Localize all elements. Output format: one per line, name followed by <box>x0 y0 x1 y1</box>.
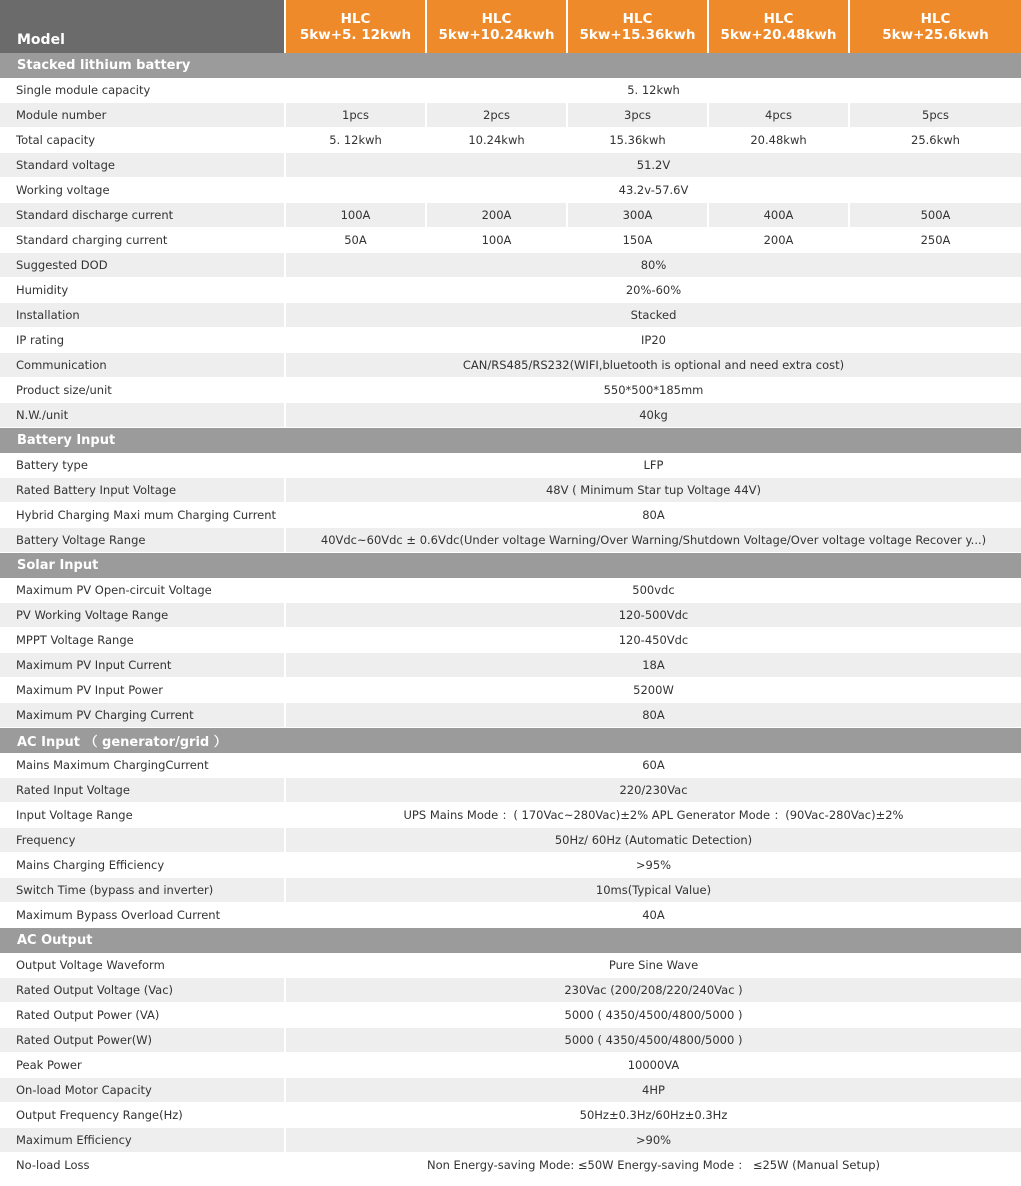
spec-value: LFP <box>286 453 1021 478</box>
spec-row <box>0 828 1021 853</box>
section-title: AC Output <box>0 928 1021 953</box>
spec-value: Non Energy-saving Mode: ≤50W Energy-saving Mode ： ≤25W (Manual Setup) <box>286 1153 1021 1178</box>
spec-row <box>0 1078 1021 1103</box>
model-series: HLC <box>763 10 794 27</box>
spec-row <box>0 228 1021 253</box>
spec-label: Standard discharge current <box>0 203 286 228</box>
section-header-row <box>0 928 1021 953</box>
spec-row <box>0 1053 1021 1078</box>
spec-label: Standard voltage <box>0 153 286 178</box>
spec-label: Frequency <box>0 828 286 853</box>
spec-value: 80A <box>286 503 1021 528</box>
spec-value: Pure Sine Wave <box>286 953 1021 978</box>
model-column-header <box>427 0 568 53</box>
spec-label: Peak Power <box>0 1053 286 1078</box>
spec-value: 500vdc <box>286 578 1021 603</box>
spec-row <box>0 178 1021 203</box>
spec-label: Switch Time (bypass and inverter) <box>0 878 286 903</box>
spec-value: 550*500*185mm <box>286 378 1021 403</box>
spec-label: Maximum Bypass Overload Current <box>0 903 286 928</box>
spec-label: Rated Battery Input Voltage <box>0 478 286 503</box>
spec-value: 80A <box>286 703 1021 728</box>
model-series: HLC <box>920 10 951 27</box>
spec-row <box>0 78 1021 103</box>
spec-label: Product size/unit <box>0 378 286 403</box>
spec-row <box>0 478 1021 503</box>
spec-label: Output Frequency Range(Hz) <box>0 1103 286 1128</box>
spec-value: 40kg <box>286 403 1021 428</box>
spec-row <box>0 853 1021 878</box>
spec-label: Output Voltage Waveform <box>0 953 286 978</box>
spec-value: 40Vdc~60Vdc ± 0.6Vdc(Under voltage Warning/Over Warning/Shutdown Voltage/Over voltage voltage Recover y...) <box>286 528 1021 553</box>
spec-value: 10ms(Typical Value) <box>286 878 1021 903</box>
spec-value: 120-500Vdc <box>286 603 1021 628</box>
spec-value: 51.2V <box>286 153 1021 178</box>
spec-value: 50Hz±0.3Hz/60Hz±0.3Hz <box>286 1103 1021 1128</box>
spec-value: 5000 ( 4350/4500/4800/5000 ) <box>286 1003 1021 1028</box>
spec-value: 10.24kwh <box>427 128 568 153</box>
section-header-row <box>0 553 1021 578</box>
section-header-row <box>0 728 1021 753</box>
spec-label: Installation <box>0 303 286 328</box>
spec-value: IP20 <box>286 328 1021 353</box>
spec-value: 2pcs <box>427 103 568 128</box>
spec-row <box>0 653 1021 678</box>
spec-label: Maximum PV Open-circuit Voltage <box>0 578 286 603</box>
spec-value: 40A <box>286 903 1021 928</box>
spec-value: 200A <box>427 203 568 228</box>
spec-value: 80% <box>286 253 1021 278</box>
spec-value: 100A <box>427 228 568 253</box>
spec-label: N.W./unit <box>0 403 286 428</box>
spec-value: 4pcs <box>709 103 850 128</box>
spec-row <box>0 353 1021 378</box>
spec-label: No-load Loss <box>0 1153 286 1178</box>
section-header-row <box>0 428 1021 453</box>
spec-row <box>0 503 1021 528</box>
spec-label: Rated Output Power(W) <box>0 1028 286 1053</box>
spec-value: 18A <box>286 653 1021 678</box>
model-config: 5kw+15.36kwh <box>579 26 696 43</box>
spec-label: Total capacity <box>0 128 286 153</box>
spec-label: Battery Voltage Range <box>0 528 286 553</box>
spec-label: Working voltage <box>0 178 286 203</box>
spec-row <box>0 153 1021 178</box>
spec-row <box>0 1103 1021 1128</box>
model-header-row <box>0 0 1021 53</box>
spec-label: Maximum PV Charging Current <box>0 703 286 728</box>
spec-value: CAN/RS485/RS232(WIFI,bluetooth is optional and need extra cost) <box>286 353 1021 378</box>
spec-label: PV Working Voltage Range <box>0 603 286 628</box>
spec-value: 25.6kwh <box>850 128 1021 153</box>
model-column-header <box>286 0 427 53</box>
spec-label: Battery type <box>0 453 286 478</box>
spec-value: 20%-60% <box>286 278 1021 303</box>
spec-value: >90% <box>286 1128 1021 1153</box>
spec-value: 5pcs <box>850 103 1021 128</box>
spec-label: Mains Charging Efficiency <box>0 853 286 878</box>
spec-value: 15.36kwh <box>568 128 709 153</box>
spec-row <box>0 453 1021 478</box>
spec-row <box>0 253 1021 278</box>
spec-row <box>0 628 1021 653</box>
section-title: Battery Input <box>0 428 1021 453</box>
model-config: 5kw+5. 12kwh <box>299 26 412 43</box>
spec-row <box>0 128 1021 153</box>
model-config: 5kw+25.6kwh <box>882 26 989 43</box>
spec-value: 4HP <box>286 1078 1021 1103</box>
spec-value: UPS Mains Mode ：( 170Vac~280Vac)±2% APL Generator Mode ：(90Vac-280Vac)±2% <box>286 803 1021 828</box>
spec-row <box>0 1028 1021 1053</box>
spec-value: 48V ( Minimum Star tup Voltage 44V) <box>286 478 1021 503</box>
spec-value: 20.48kwh <box>709 128 850 153</box>
spec-row <box>0 603 1021 628</box>
model-series: HLC <box>340 10 371 27</box>
spec-value: 200A <box>709 228 850 253</box>
spec-label: Standard charging current <box>0 228 286 253</box>
spec-value: 3pcs <box>568 103 709 128</box>
spec-value: 50A <box>286 228 427 253</box>
model-series: HLC <box>481 10 512 27</box>
spec-value: 50Hz/ 60Hz (Automatic Detection) <box>286 828 1021 853</box>
spec-value: >95% <box>286 853 1021 878</box>
spec-row <box>0 678 1021 703</box>
spec-label: Rated Input Voltage <box>0 778 286 803</box>
spec-value: 5200W <box>286 678 1021 703</box>
spec-value: 10000VA <box>286 1053 1021 1078</box>
model-config: 5kw+10.24kwh <box>438 26 555 43</box>
spec-label: IP rating <box>0 328 286 353</box>
section-title: Solar Input <box>0 553 1021 578</box>
spec-value: 5. 12kwh <box>286 78 1021 103</box>
spec-value: 43.2v-57.6V <box>286 178 1021 203</box>
spec-value: 220/230Vac <box>286 778 1021 803</box>
spec-value: 120-450Vdc <box>286 628 1021 653</box>
section-header-row <box>0 53 1021 78</box>
model-column-header <box>709 0 850 53</box>
spec-label: Hybrid Charging Maxi mum Charging Current <box>0 503 286 528</box>
spec-label: On-load Motor Capacity <box>0 1078 286 1103</box>
model-column-header <box>850 0 1021 53</box>
spec-row <box>0 1003 1021 1028</box>
spec-row <box>0 103 1021 128</box>
spec-row <box>0 1153 1021 1178</box>
model-column-header <box>568 0 709 53</box>
spec-value: 1pcs <box>286 103 427 128</box>
spec-row <box>0 403 1021 428</box>
spec-label: Maximum PV Input Power <box>0 678 286 703</box>
spec-row <box>0 878 1021 903</box>
spec-label: Communication <box>0 353 286 378</box>
section-title: AC Input （ generator/grid ） <box>0 728 1021 753</box>
spec-value: 150A <box>568 228 709 253</box>
spec-row <box>0 978 1021 1003</box>
spec-row <box>0 903 1021 928</box>
spec-row <box>0 803 1021 828</box>
spec-value: 100A <box>286 203 427 228</box>
spec-row <box>0 278 1021 303</box>
spec-label: Rated Output Voltage (Vac) <box>0 978 286 1003</box>
spec-row <box>0 1128 1021 1153</box>
spec-value: 300A <box>568 203 709 228</box>
spec-label: Maximum PV Input Current <box>0 653 286 678</box>
model-series: HLC <box>622 10 653 27</box>
spec-value: 5000 ( 4350/4500/4800/5000 ) <box>286 1028 1021 1053</box>
spec-label: Maximum Efficiency <box>0 1128 286 1153</box>
spec-label: Module number <box>0 103 286 128</box>
spec-row <box>0 703 1021 728</box>
spec-label: Suggested DOD <box>0 253 286 278</box>
spec-label: Input Voltage Range <box>0 803 286 828</box>
spec-value: 230Vac (200/208/220/240Vac ) <box>286 978 1021 1003</box>
spec-value: 400A <box>709 203 850 228</box>
spec-label: MPPT Voltage Range <box>0 628 286 653</box>
spec-row <box>0 578 1021 603</box>
spec-row <box>0 953 1021 978</box>
spec-value: 5. 12kwh <box>286 128 427 153</box>
spec-value: 60A <box>286 753 1021 778</box>
spec-value: Stacked <box>286 303 1021 328</box>
spec-row <box>0 753 1021 778</box>
spec-row <box>0 378 1021 403</box>
spec-value: 250A <box>850 228 1021 253</box>
spec-row <box>0 203 1021 228</box>
spec-label: Single module capacity <box>0 78 286 103</box>
spec-row <box>0 778 1021 803</box>
spec-row <box>0 528 1021 553</box>
spec-table-body <box>0 53 1021 1178</box>
spec-label: Humidity <box>0 278 286 303</box>
spec-row <box>0 303 1021 328</box>
spec-label: Mains Maximum ChargingCurrent <box>0 753 286 778</box>
model-header-label: Model <box>0 0 286 53</box>
spec-label: Rated Output Power (VA) <box>0 1003 286 1028</box>
section-title: Stacked lithium battery <box>0 53 1021 78</box>
model-config: 5kw+20.48kwh <box>720 26 837 43</box>
spec-row <box>0 328 1021 353</box>
spec-value: 500A <box>850 203 1021 228</box>
